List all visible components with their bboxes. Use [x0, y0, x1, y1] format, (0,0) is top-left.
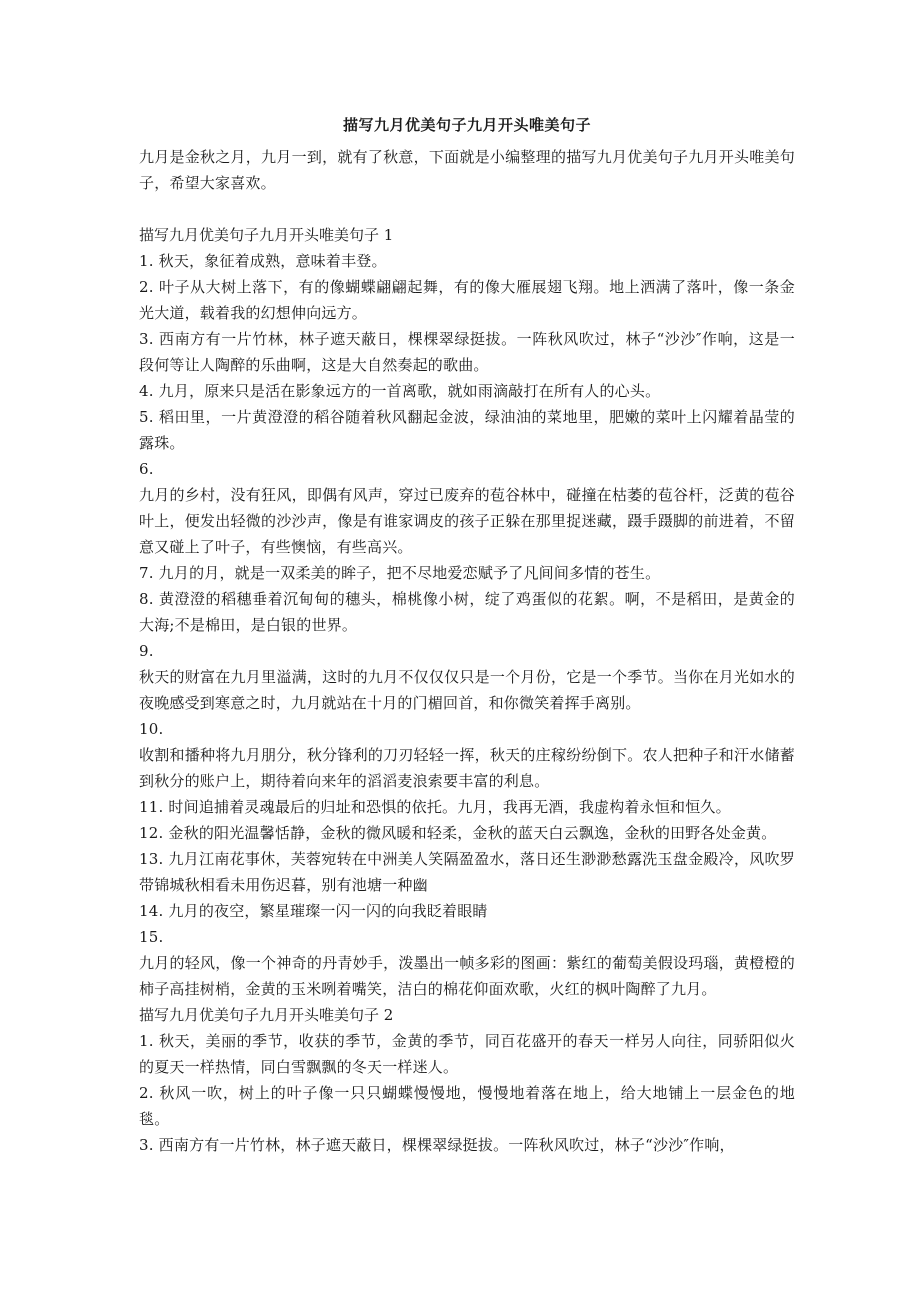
list-item: 14. 九月的夜空，繁星璀璨一闪一闪的向我眨着眼睛 [139, 902, 488, 920]
list-item-number: 6. [139, 460, 154, 478]
list-item: 秋天的财富在九月里溢满，这时的九月不仅仅仅只是一个月份，它是一个季节。当你在月光如水的夜晚感受到寒意之时，九月就站在十月的门楣回首，和你微笑着挥手离别。 [139, 668, 795, 712]
list-item: 12. 金秋的阳光温馨恬静，金秋的微风暖和轻柔，金秋的蓝天白云飘逸，金秋的田野各处金黄。 [139, 824, 777, 842]
list-item: 收割和播种将九月朋分，秋分锋利的刀刃轻轻一挥，秋天的庄稼纷纷倒下。农人把种子和汗水储蓄到秋分的账户上，期待着向来年的滔滔麦浪索要丰富的利息。 [139, 746, 795, 790]
intro-paragraph: 九月是金秋之月，九月一到，就有了秋意，下面就是小编整理的描写九月优美句子九月开头唯美句子，希望大家喜欢。 [139, 148, 795, 192]
list-item-number: 15. [139, 928, 164, 946]
list-item: 8. 黄澄澄的稻穗垂着沉甸甸的穗头，棉桃像小树，绽了鸡蛋似的花絮。啊，不是稻田，是黄金的大海;不是棉田，是白银的世界。 [139, 590, 795, 634]
list-item: 1. 秋天，美丽的季节，收获的季节，金黄的季节，同百花盛开的春天一样另人向往，同骄阳似火的夏天一样热情，同白雪飘飘的冬天一样迷人。 [139, 1032, 795, 1076]
list-item: 7. 九月的月，就是一双柔美的眸子，把不尽地爱恋赋予了凡间间多情的苍生。 [139, 564, 661, 582]
list-item: 5. 稻田里，一片黄澄澄的稻谷随着秋风翻起金波，绿油油的菜地里，肥嫩的菜叶上闪耀着晶莹的露珠。 [139, 408, 795, 452]
section-2-heading: 描写九月优美句子九月开头唯美句子 2 [139, 1006, 394, 1024]
section-1-heading: 描写九月优美句子九月开头唯美句子 1 [139, 226, 394, 244]
list-item: 3. 西南方有一片竹林，林子遮天蔽日，棵棵翠绿挺拔。一阵秋风吹过，林子“沙沙″作响， [139, 1136, 735, 1154]
list-item: 4. 九月，原来只是活在影象远方的一首离歌，就如雨滴敲打在所有人的心头。 [139, 382, 661, 400]
document-page [139, 112, 795, 1158]
list-item: 1. 秋天，象征着成熟，意味着丰登。 [139, 252, 387, 270]
list-item-number: 9. [139, 642, 154, 660]
list-item: 3. 西南方有一片竹林，林子遮天蔽日，棵棵翠绿挺拔。一阵秋风吹过，林子“沙沙″作响，这是一段何等让人陶醉的乐曲啊，这是大自然奏起的歌曲。 [139, 330, 795, 374]
list-item: 2. 叶子从大树上落下，有的像蝴蝶翩翩起舞，有的像大雁展翅飞翔。地上洒满了落叶，像一条金光大道，载着我的幻想伸向远方。 [139, 278, 795, 322]
list-item: 13. 九月江南花事休，芙蓉宛转在中洲美人笑隔盈盈水，落日还生渺渺愁露洗玉盘金殿冷，风吹罗带锦城秋相看未用伤迟暮，别有池塘一种幽 [139, 850, 795, 894]
list-item-number: 10. [139, 720, 164, 738]
list-item: 11. 时间追捕着灵魂最后的归址和恐惧的依托。九月，我再无酒，我虚构着永恒和恒久。 [139, 798, 731, 816]
document-title: 描写九月优美句子九月开头唯美句子 [342, 116, 591, 134]
list-item: 2. 秋风一吹，树上的叶子像一只只蝴蝶慢慢地，慢慢地着落在地上，给大地铺上一层金色的地毯。 [139, 1084, 795, 1128]
list-item: 九月的乡村，没有狂风，即偶有风声，穿过已废弃的苞谷林中，碰撞在枯萎的苞谷杆，泛黄的苞谷叶上，便发出轻微的沙沙声，像是有谁家调皮的孩子正躲在那里捉迷藏，蹑手蹑脚的前进着，不留意又碰上了叶子，有些懊恼，有些高兴。 [139, 486, 795, 556]
list-item: 九月的轻风，像一个神奇的丹青妙手，泼墨出一帧多彩的图画：紫红的葡萄美假设玛瑙，黄橙橙的柿子高挂树梢，金黄的玉米咧着嘴笑，洁白的棉花仰面欢歌，火红的枫叶陶醉了九月。 [139, 954, 795, 998]
